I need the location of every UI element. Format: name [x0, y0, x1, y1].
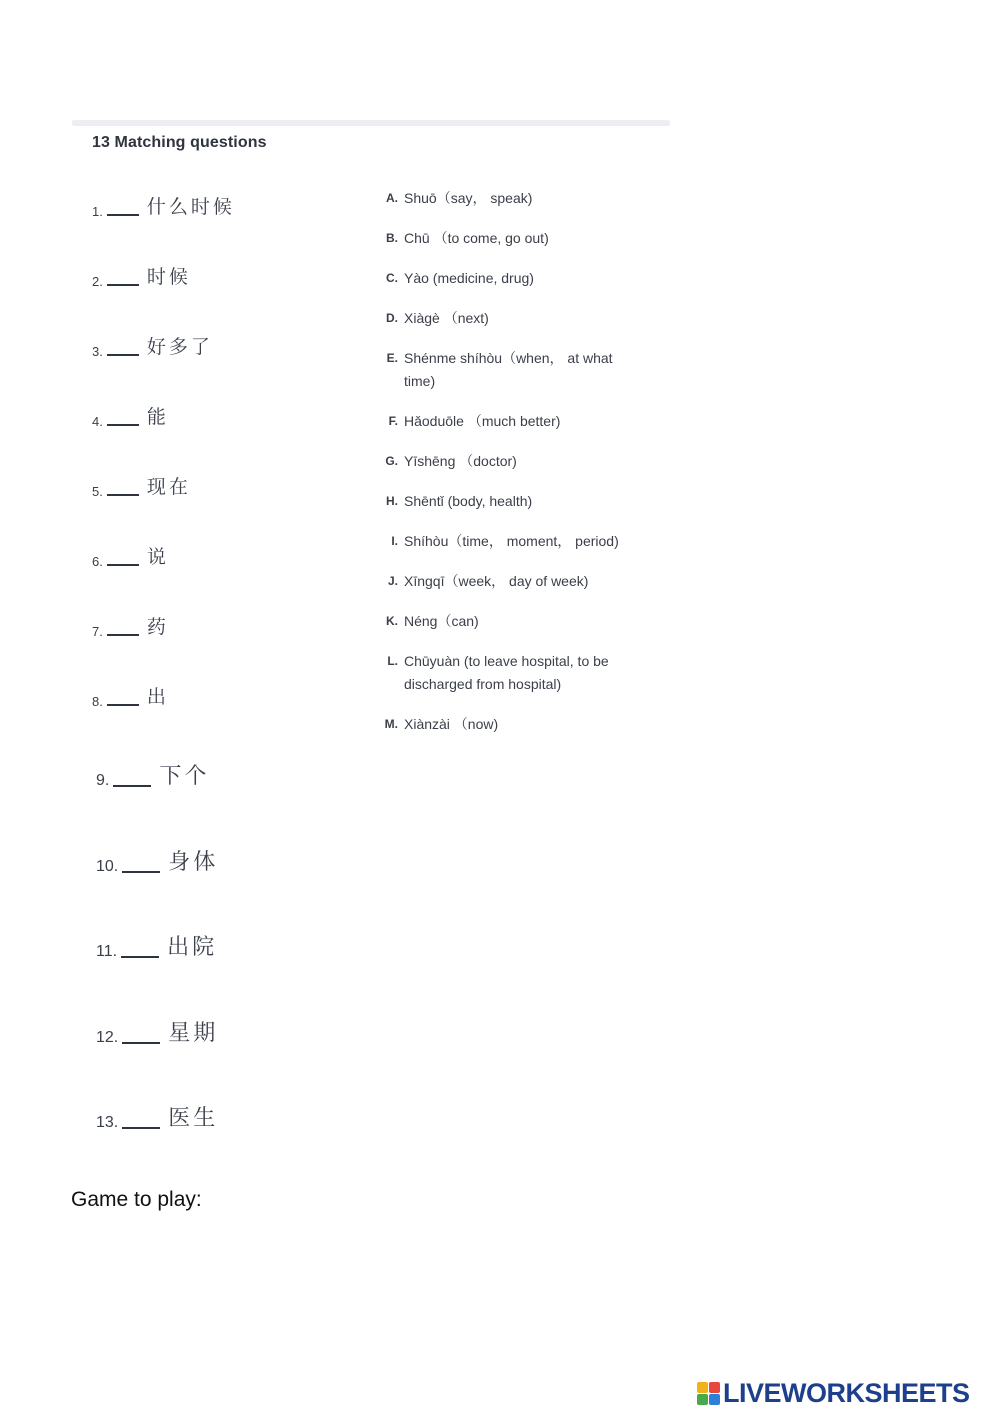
answer-text: Néng（can) — [404, 613, 479, 629]
question-item — [92, 192, 235, 219]
answer-letter: K. — [386, 614, 398, 628]
answer-text: Yào (medicine, drug) — [404, 270, 534, 286]
answer-letter: J. — [387, 574, 398, 588]
question-number: 3. — [92, 344, 103, 359]
question-item — [92, 472, 191, 499]
answer-blank[interactable] — [107, 284, 139, 286]
answer-option — [376, 347, 638, 393]
answer-option — [376, 610, 666, 633]
question-word: 出院 — [167, 935, 218, 960]
question-number: 5. — [92, 484, 103, 499]
answer-blank[interactable] — [122, 1042, 160, 1044]
question-word: 现在 — [146, 476, 191, 498]
question-number: 12. — [96, 1029, 119, 1046]
question-number: 4. — [92, 414, 103, 429]
question-number: 2. — [92, 274, 103, 289]
question-item — [92, 402, 169, 429]
question-word: 药 — [146, 616, 169, 638]
answer-blank[interactable] — [107, 424, 139, 426]
answer-option — [376, 490, 666, 513]
question-word: 说 — [146, 546, 169, 568]
answer-text: Shíhòu（time， moment， period) — [404, 533, 619, 549]
question-number: 1. — [92, 204, 103, 219]
answer-text: Hǎoduōle （much better) — [404, 413, 561, 429]
answer-blank[interactable] — [122, 871, 160, 873]
answer-option — [376, 450, 666, 473]
answer-letter: I. — [391, 534, 398, 548]
logo-square-icon — [709, 1394, 720, 1405]
answer-text: Xiànzài （now) — [404, 716, 499, 732]
question-word: 出 — [146, 686, 169, 708]
answer-blank[interactable] — [122, 1127, 160, 1129]
answer-text: Shēntǐ (body, health) — [404, 493, 533, 509]
answer-option — [376, 227, 666, 250]
logo-square-icon — [709, 1382, 720, 1393]
logo-text: LIVEWORKSHEETS — [723, 1378, 970, 1408]
answer-blank[interactable] — [107, 564, 139, 566]
question-item — [92, 542, 169, 569]
logo-square-icon — [697, 1382, 708, 1393]
question-item — [96, 845, 218, 876]
answer-text: Xīngqī（week， day of week) — [404, 573, 589, 589]
answer-text: Yīshēng （doctor) — [404, 453, 517, 469]
answer-letter: F. — [388, 414, 398, 428]
answer-blank[interactable] — [121, 956, 159, 958]
answer-letter: E. — [386, 351, 398, 365]
question-item — [92, 332, 213, 359]
liveworksheets-logo[interactable] — [697, 1378, 970, 1409]
question-number: 8. — [92, 694, 103, 709]
question-number: 9. — [96, 772, 110, 789]
question-number: 10. — [96, 858, 119, 875]
question-word: 身体 — [168, 850, 219, 875]
question-item — [96, 1101, 218, 1132]
question-word: 时候 — [146, 266, 191, 288]
answer-letter: G. — [385, 454, 398, 468]
question-word: 医生 — [168, 1106, 219, 1131]
answer-option — [376, 410, 666, 433]
answer-option — [376, 267, 666, 290]
answer-option — [376, 650, 638, 696]
logo-mark-icon — [697, 1382, 720, 1405]
game-label: Game to play: — [71, 1188, 202, 1211]
question-word: 能 — [146, 406, 169, 428]
question-word: 什么时候 — [146, 196, 235, 218]
question-number: 7. — [92, 624, 103, 639]
answer-letter: D. — [386, 311, 398, 325]
answer-option — [376, 307, 666, 330]
question-item — [96, 930, 217, 961]
answer-blank[interactable] — [107, 704, 139, 706]
answer-text: Xiàgè （next) — [404, 310, 489, 326]
page-title: 13 Matching questions — [92, 134, 267, 151]
answer-letter: H. — [386, 494, 398, 508]
answer-blank[interactable] — [107, 214, 139, 216]
answer-text: Shénme shíhòu（when， at what time) — [404, 350, 613, 389]
answer-letter: C. — [386, 271, 398, 285]
answer-option — [376, 713, 666, 736]
answer-text: Shuō（say， speak) — [404, 190, 533, 206]
answer-letter: M. — [384, 717, 398, 731]
answer-letter: B. — [386, 231, 398, 245]
question-item — [92, 682, 169, 709]
answer-blank[interactable] — [107, 494, 139, 496]
question-item — [92, 262, 191, 289]
logo-square-icon — [697, 1394, 708, 1405]
question-word: 好多了 — [146, 336, 213, 358]
header-divider — [72, 120, 670, 126]
answer-text: Chū （to come, go out) — [404, 230, 549, 246]
question-item — [92, 612, 169, 639]
answer-blank[interactable] — [107, 354, 139, 356]
answer-option — [376, 187, 666, 210]
question-item — [96, 1016, 218, 1047]
answer-blank[interactable] — [113, 785, 151, 787]
question-word: 下个 — [159, 764, 210, 789]
answer-option — [376, 530, 666, 553]
question-number: 13. — [96, 1114, 119, 1131]
answer-letter: L. — [387, 654, 398, 668]
answer-blank[interactable] — [107, 634, 139, 636]
question-number: 11. — [96, 943, 118, 960]
question-item — [96, 759, 209, 790]
question-word: 星期 — [168, 1021, 219, 1046]
answer-text: Chūyuàn (to leave hospital, to be discharged from hospital) — [404, 653, 609, 692]
answer-letter: A. — [386, 191, 398, 205]
question-number: 6. — [92, 554, 103, 569]
answer-option — [376, 570, 666, 593]
